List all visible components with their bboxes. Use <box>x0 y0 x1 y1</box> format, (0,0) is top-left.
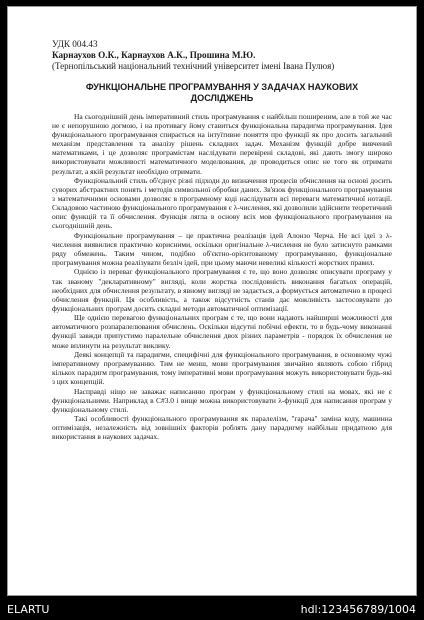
paragraph-8: Такі особливості функціонального програмування як паралелізм, "гарача" заміна коду, машинна оптимізація, незалежність від зовнішніх факторів роблять дану парадигму найбільш придатною для використання в наукових задачах. <box>52 414 392 442</box>
repository-label: ELARTU <box>7 603 50 616</box>
affiliation: (Тернопільський національний технічний університет імені Івана Пулюя) <box>52 61 335 71</box>
handle-label: hdl:123456789/1004 <box>300 603 416 616</box>
paragraph-4: Однією із переваг функціонального програмування є те, що воно дозволяє описувати програму у так званому "декларативному" вигляді, коли жорстка послідовність виконання багатьох операцій, необхідних для обчислення результату, в явному вигляді не задається, а формується автоматично в процесі обчислення функцій. Ця особливість, а також відсутність станів дає можливість застосовувати до функціональних програм досить складні методи автоматичної оптимізації. <box>52 267 392 313</box>
paragraph-5: Ще однією перевагою функціональних програм є те, що вони надають найширші можливості для автоматичного розпаралелювання обчислень. Оскільки відсутні побічні ефекти, то в будь-чому виконанні функції завжди припустимо паралельне обчислення двох різних параметрів - порядок їх обчислення не може вплинути на результат виклику. <box>52 313 392 350</box>
paragraph-3: Функціональне програмування – це практична реалізація ідей Алонзо Черча. Не всі ідеї з λ-числення виявилися практично корисними, оскільки оригінальне λ-числення не було затиснуто рамками ряду обмежень. Таким чином, подібно об'єктно-орієнтованому програмуванню, функціональне програмування можна реалізувати безліч ідей, при цьому маючи невеликі кількості жорстких правил. <box>52 230 392 268</box>
paragraph-7: Насправді ніщо не заважає написанню програм у функціональному стилі на мовах, які не є функціональними. Наприклад в C#3.0 і вище можна використовувати λ-функції для написання програм у функціональному стилі. <box>52 386 392 414</box>
article-title: ФУНКЦІОНАЛЬНЕ ПРОГРАМУВАННЯ У ЗАДАЧАХ НАУКОВИХ ДОСЛІДЖЕНЬ <box>85 82 359 103</box>
paragraph-2: Функціональний стиль об'єднує різні підходи до визначення процесів обчислення на основі досить суворих абстрактних понять і методів символьної обробки даних. Зв'язок функціонального програмування з математичними основами дозволяє в програмному коді наслідувати всі переваги математичної нотації. Складовою частиною функціонального програмування є λ-числення, які дозволили здійснити теоретичний опис функцій та її обчислення. Функція лягла в основу всіх мов функціонального програмування на сьогоднішній день. <box>52 175 392 231</box>
page-frame <box>7 6 417 596</box>
udk-code: УДК 004.43 <box>52 39 98 49</box>
paragraph-1: На сьогоднішній день імперативний стиль програмування є найбільш поширеним, але в той же час не є непорушною догмою, і на противагу йому ставиться функціональна парадигма програмування. Ідея функціонального програмування спирається на інтуїтивне поняття про функції як про досить загальний механізм представлення та аналізу рішень складних задач. Механізм функцій добре вивчений математиками, і це дозволяє програмістам наслідувати перевірені складові, які дають змогу широко використовувати можливості математичного моделювання, де проводиться опис не того як отримати результат, а якій результат необхідно отримати. <box>52 112 392 176</box>
authors: Карнаухов О.К., Карнаухов А.К., Прошина М.Ю. <box>52 50 256 60</box>
document-page <box>52 39 392 442</box>
paragraph-6: Деякі концепції та парадигми, специфічні для функціонального програмування, в основному чужі імперативному програмуванню. Тим не менш, мови програмування звичайно являють собою гібрид кількох парадигм програмування, тому імперативні мови програмування можуть використовувати будь-які з цих концепцій. <box>52 349 392 387</box>
viewer-footer <box>0 600 424 620</box>
